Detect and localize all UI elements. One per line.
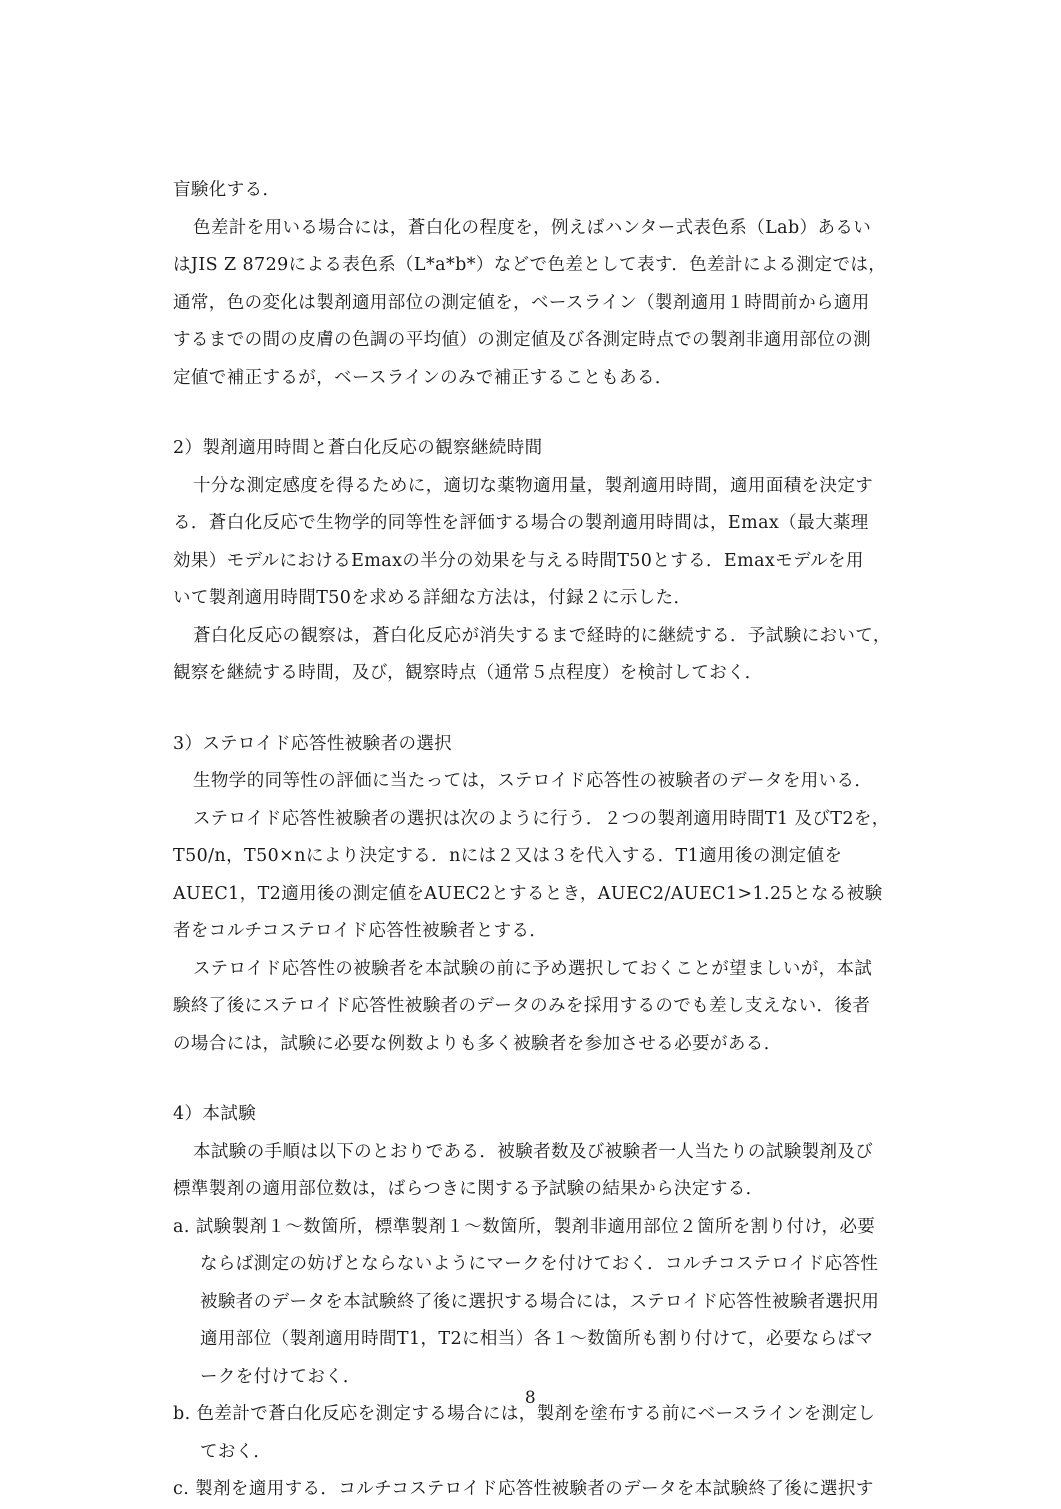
text-line: 色差計を用いる場合には，蒼白化の程度を，例えばハンター式表色系（Lab）あるい <box>193 217 872 238</box>
text-line: はJIS Z 8729による表色系（L*a*b*）などで色差として表す．色差計による測定では， <box>173 255 887 275</box>
text-line: AUEC1，T2適用後の測定値をAUEC2とするとき，AUEC2/AUEC1>1.25となる被験 <box>173 883 883 904</box>
text-line: ステロイド応答性被験者の選択は次のように行う．２つの製剤適用時間T1 及びT2を， <box>193 808 890 829</box>
text-line: 盲験化する． <box>173 180 281 200</box>
list-item: a. 試験製剤１～数箇所，標準製剤１～数箇所，製剤非適用部位２箇所を割り付け，必要 <box>173 1216 876 1237</box>
text-line: T50/n，T50×nにより決定する．nには２又は３を代入する．T1適用後の測定値を <box>173 846 843 866</box>
page-number: 8 <box>524 1388 537 1408</box>
list-item-continuation: 被験者のデータを本試験終了後に選択する場合には，ステロイド応答性被験者選択用 <box>200 1291 880 1312</box>
text-line: 標準製剤の適用部位数は，ばらつきに関する予試験の結果から決定する． <box>173 1179 764 1199</box>
text-line: 生物学的同等性の評価に当たっては，ステロイド応答性の被験者のデータを用いる． <box>193 771 873 791</box>
list-item-continuation: ておく． <box>200 1441 272 1462</box>
list-item-continuation: ークを付けておく． <box>200 1366 361 1387</box>
section-heading: 3）ステロイド応答性被験者の選択 <box>173 733 453 754</box>
text-line: 者をコルチコステロイド応答性被験者とする． <box>173 921 548 941</box>
list-item-continuation: 適用部位（製剤適用時間T1，T2に相当）各１～数箇所も割り付けて，必要ならばマ <box>200 1329 874 1349</box>
text-line: の場合には，試験に必要な例数よりも多く被験者を参加させる必要がある． <box>173 1033 782 1054</box>
text-line: 本試験の手順は以下のとおりである．被験者数及び被験者一人当たりの試験製剤及び <box>193 1141 874 1162</box>
text-line: 十分な測定感度を得るために，適切な薬物適用量，製剤適用時間，適用面積を決定す <box>193 475 874 496</box>
text-line: 定値で補正するが，ベースラインのみで補正することもある． <box>173 367 673 388</box>
text-line: ステロイド応答性の被験者を本試験の前に予め選択しておくことが望ましいが，本試 <box>193 958 873 979</box>
text-line: 効果）モデルにおけるEmaxの半分の効果を与える時間T50とする．Emaxモデルを用 <box>173 550 864 571</box>
text-line: る．蒼白化反応で生物学的同等性を評価する場合の製剤適用時間は，Emax（最大薬理 <box>173 513 869 533</box>
list-item-continuation: ならば測定の妨げとならないようにマークを付けておく．コルチコステロイド応答性 <box>200 1254 879 1274</box>
text-line: 通常，色の変化は製剤適用部位の測定値を，ベースライン（製剤適用１時間前から適用 <box>173 292 870 313</box>
section-heading: 2）製剤適用時間と蒼白化反応の観察継続時間 <box>173 438 543 458</box>
text-line: するまでの間の皮膚の色調の平均値）の測定値及び各測定時点での製剤非適用部位の測 <box>173 330 872 350</box>
section-heading: 4）本試験 <box>173 1104 257 1124</box>
text-line: いて製剤適用時間T50を求める詳細な方法は，付録２に示した． <box>173 588 692 608</box>
text-line: 験終了後にステロイド応答性被験者のデータのみを採用するのでも差し支えない．後者 <box>173 996 871 1016</box>
text-line: 観察を継続する時間，及び，観察時点（通常５点程度）を検討しておく． <box>173 663 763 683</box>
list-item: c. 製剤を適用する．コルチコステロイド応答性被験者のデータを本試験終了後に選択す <box>173 1479 874 1499</box>
text-line: 蒼白化反応の観察は，蒼白化反応が消失するまで経時的に継続する．予試験において， <box>193 625 891 646</box>
body-text <box>173 172 913 1509</box>
list-item: b. 色差計で蒼白化反応を測定する場合には，製剤を塗布する前にベースラインを測定し <box>173 1404 876 1424</box>
